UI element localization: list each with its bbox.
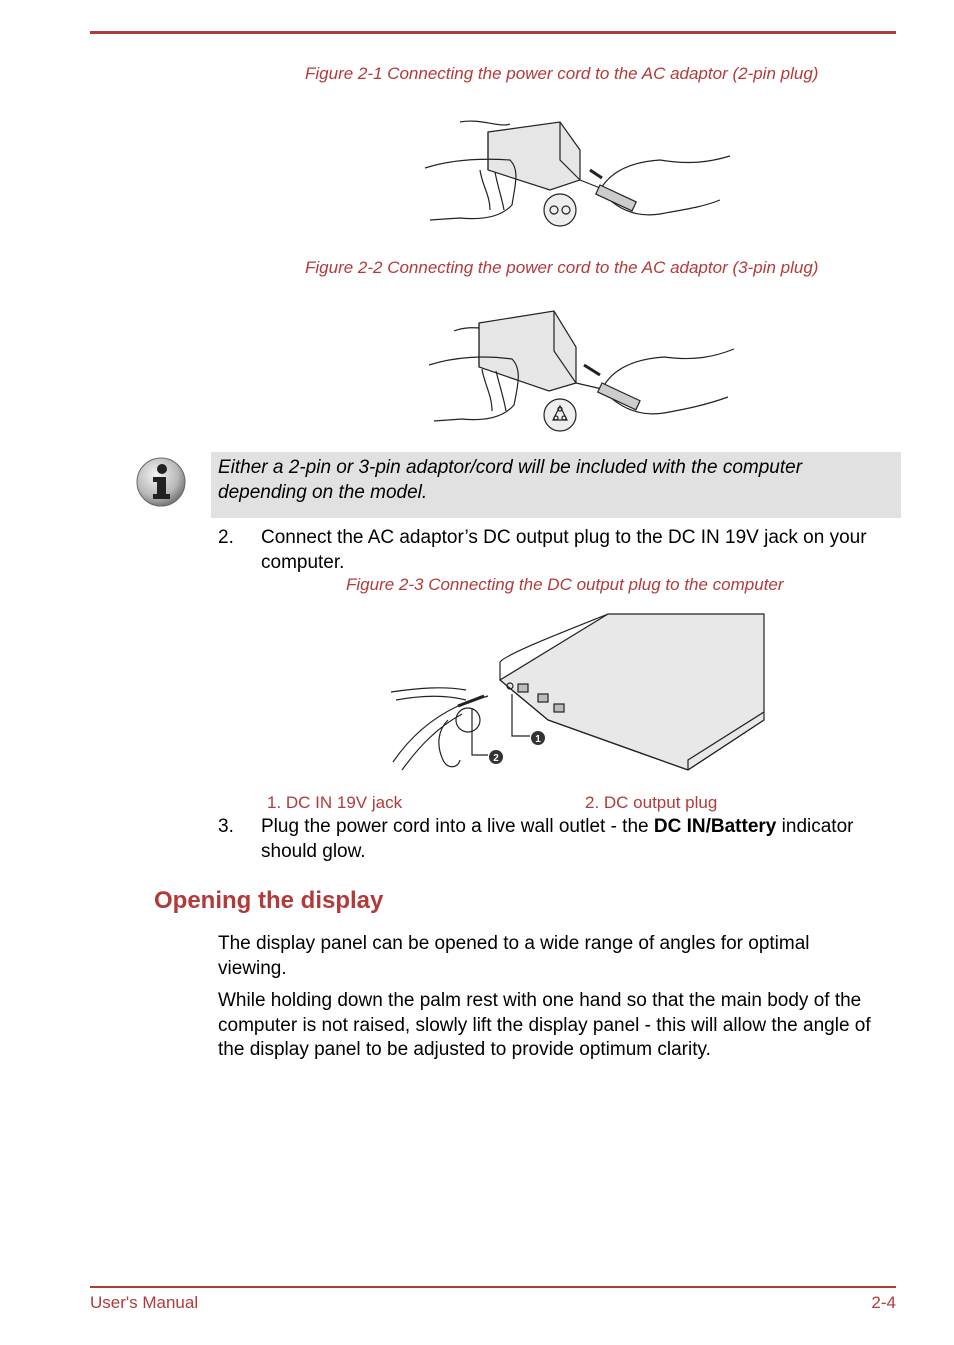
step-3-number: 3. — [218, 816, 234, 837]
step-3-text-bold: DC IN/Battery — [653, 816, 777, 837]
section-heading: Opening the display — [154, 887, 384, 914]
section-paragraph-2: While holding down the palm rest with one hand so that the main body of the computer is not raised, slowly lift the display panel - this will allow the angle of the display panel to be adjusted to provide optimum clarity. — [218, 990, 871, 1060]
step-2-number: 2. — [218, 527, 234, 548]
svg-text:1: 1 — [535, 734, 541, 745]
info-icon — [135, 456, 187, 508]
step-2-text: Connect the AC adaptor’s DC output plug to the DC IN 19V jack on your computer. — [261, 527, 867, 573]
figure-2-1-caption: Figure 2-1 Connecting the power cord to the AC adaptor (2-pin plug) — [305, 64, 819, 83]
section-paragraph-1: The display panel can be opened to a wide range of angles for optimal viewing. — [218, 933, 810, 979]
callout-2 — [489, 750, 503, 764]
legend-item-dc-in-jack: 1. DC IN 19V jack — [267, 793, 403, 812]
header-rule — [90, 31, 896, 34]
figure-2-1-illustration — [420, 110, 740, 230]
svg-text:2: 2 — [493, 753, 499, 764]
footer-rule — [90, 1286, 896, 1288]
callout-1 — [531, 731, 545, 745]
step-3-text — [261, 815, 901, 864]
step-3-text-before: Plug the power cord into a live wall outlet - the — [261, 816, 654, 837]
footer-title: User's Manual — [90, 1293, 199, 1312]
legend-item-dc-output-plug: 2. DC output plug — [585, 793, 718, 812]
figure-2-3-illustration — [388, 610, 768, 786]
step-3-text-after: indicator should glow. — [261, 816, 854, 862]
figure-2-2-caption: Figure 2-2 Connecting the power cord to the AC adaptor (3-pin plug) — [305, 258, 819, 277]
note-text: Either a 2-pin or 3-pin adaptor/cord will be included with the computer depending on the model. — [218, 457, 803, 503]
figure-2-3-caption: Figure 2-3 Connecting the DC output plug to the computer — [346, 575, 784, 594]
figure-2-2-illustration — [424, 303, 744, 435]
footer-page-number: 2-4 — [871, 1293, 896, 1312]
